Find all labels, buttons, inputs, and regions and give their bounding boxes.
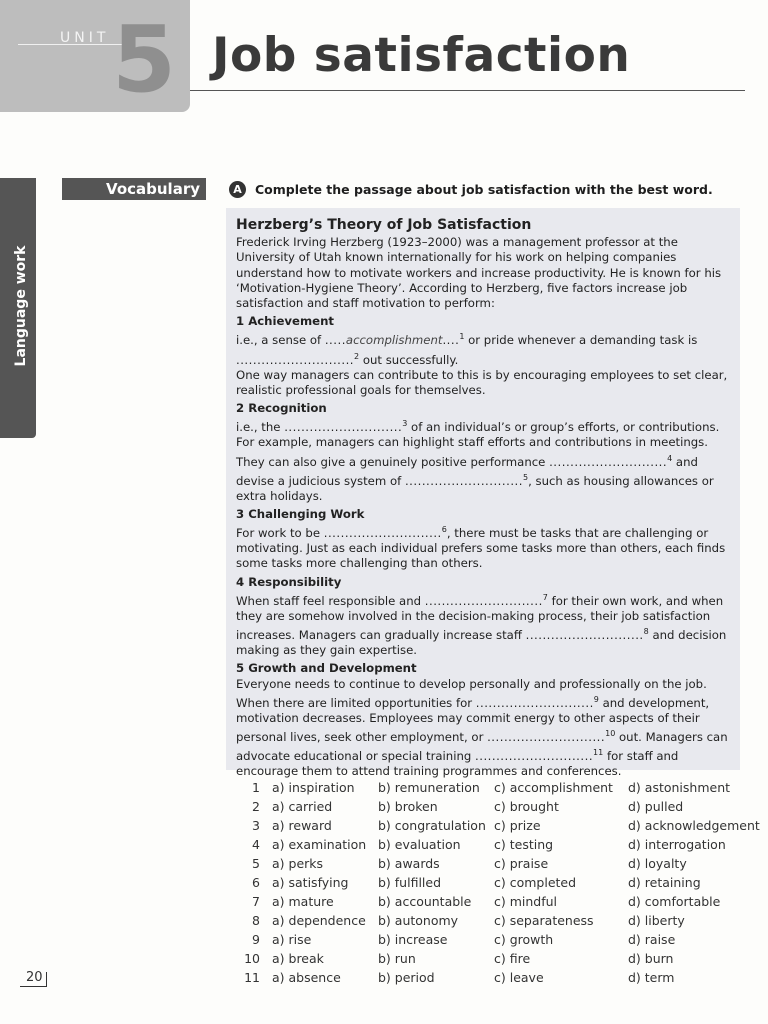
- option-d: d) acknowledgement: [628, 818, 760, 833]
- option-b: b) period: [378, 970, 435, 985]
- option-b: b) congratulation: [378, 818, 486, 833]
- blank-9: ............................: [475, 695, 594, 710]
- option-c: c) mindful: [494, 894, 558, 909]
- option-c: c) separateness: [494, 913, 594, 928]
- side-tab: [0, 178, 36, 438]
- option-a: a) perks: [272, 856, 324, 871]
- option-number: 4: [252, 837, 260, 852]
- page-number: 20: [26, 970, 43, 985]
- option-c: c) praise: [494, 856, 549, 871]
- heading-achievement: 1 Achievement: [236, 314, 334, 329]
- option-a: a) break: [272, 951, 324, 966]
- option-a: a) satisfying: [272, 875, 349, 890]
- option-number: 9: [252, 932, 260, 947]
- blank-10: ............................: [487, 730, 606, 744]
- option-a: a) dependence: [272, 913, 366, 928]
- paragraph-growth: Everyone needs to continue to develop personally and professionally on the job. When there are limited opportunities for ............................$^9$ and development, motivation decreases. Employees may commit energy to other aspects of their personal lives, seek other employment, or ............................$^{10}$ out. Managers can advocate educational or special training ............................$^{11}$ for staff and encourage them to attend training programmes and conferences.: [236, 676, 728, 779]
- option-c: c) fire: [494, 951, 531, 966]
- option-c: c) leave: [494, 970, 544, 985]
- option-a: a) mature: [272, 894, 334, 909]
- option-d: d) comfortable: [628, 894, 721, 909]
- blank-1-post: ....: [442, 333, 460, 348]
- option-a: a) inspiration: [272, 780, 355, 795]
- heading-growth: 5 Growth and Development: [236, 661, 417, 676]
- page-title: Job satisfaction: [212, 28, 631, 83]
- passage-box: [226, 208, 740, 779]
- option-b: b) autonomy: [378, 913, 459, 928]
- option-c: c) growth: [494, 932, 554, 947]
- blank-1-pre: .....: [324, 333, 346, 348]
- option-a: a) examination: [272, 837, 367, 852]
- section-label: Vocabulary: [62, 178, 206, 200]
- option-number: 11: [244, 970, 260, 985]
- option-d: d) raise: [628, 932, 676, 947]
- exercise-instruction: Complete the passage about job satisfaction with the best word.: [255, 182, 713, 197]
- option-number: 3: [252, 818, 260, 833]
- option-b: b) awards: [378, 856, 440, 871]
- option-a: a) carried: [272, 799, 333, 814]
- option-number: 8: [252, 913, 260, 928]
- option-number: 7: [252, 894, 260, 909]
- blank-2: ............................: [236, 352, 355, 367]
- option-b: b) run: [378, 951, 416, 966]
- option-d: d) burn: [628, 951, 674, 966]
- page-number-rule: [20, 986, 46, 987]
- option-a: a) reward: [272, 818, 332, 833]
- title-rule: [190, 90, 745, 91]
- option-b: b) accountable: [378, 894, 472, 909]
- option-b: b) evaluation: [378, 837, 461, 852]
- option-d: d) liberty: [628, 913, 685, 928]
- blank-8: ............................: [525, 628, 644, 642]
- paragraph-recognition: i.e., the ............................$^3$ of an individual’s or group’s efforts, or contributions. For example, managers can highlight staff efforts and contributions in meetings. They can also give a genuinely positive performance ............................$^4$ and devise a judicious system of ............................$^5$, such as housing allowances or extra holidays.: [236, 419, 720, 503]
- option-number: 1: [252, 780, 260, 795]
- side-tab-label: Language work: [13, 245, 29, 367]
- option-d: d) astonishment: [628, 780, 731, 795]
- option-d: d) term: [628, 970, 675, 985]
- option-number: 6: [252, 875, 260, 890]
- answer-1: accomplishment: [345, 333, 443, 348]
- option-d: d) loyalty: [628, 856, 687, 871]
- option-a: a) rise: [272, 932, 312, 947]
- blank-4: ............................: [549, 454, 668, 469]
- option-number: 5: [252, 856, 260, 871]
- option-b: b) fulfilled: [378, 875, 442, 890]
- blank-3: ............................: [284, 420, 403, 435]
- option-a: a) absence: [272, 970, 341, 985]
- blank-11: ............................: [475, 749, 594, 764]
- option-c: c) completed: [494, 875, 577, 890]
- blank-7: ............................: [424, 593, 543, 608]
- unit-header-box: [0, 0, 190, 112]
- option-b: b) remuneration: [378, 780, 480, 795]
- blank-5: ............................: [404, 473, 523, 488]
- paragraph-challenging-work: For work to be ............................$^6$, there must be tasks that are challenging or motivating. Just as each individual prefers some tasks more than others, each finds some tasks more challenging than others.: [236, 525, 726, 571]
- exercise-badge: A: [229, 181, 246, 198]
- option-number: 2: [252, 799, 260, 814]
- page-number-bar: [46, 972, 47, 987]
- passage-intro: Frederick Irving Herzberg (1923–2000) was a management professor at the University of Utah known internationally for his work on helping companies understand how to motivate workers and increase productivity. He is known for his ‘Motivation-Hygiene Theory’. According to Herzberg, five factors increase job satisfaction and staff motivation to perform:: [236, 235, 722, 311]
- unit-label: UNIT: [60, 30, 110, 46]
- option-d: d) retaining: [628, 875, 701, 890]
- paragraph-responsibility: When staff feel responsible and ............................$^7$ for their own work, and when they are somehow involved in the decision-making process, their job satisfaction increases. Managers can gradually increase staff ............................$^8$ and decision making as they gain expertise.: [236, 592, 727, 658]
- option-d: d) interrogation: [628, 837, 726, 852]
- heading-challenging-work: 3 Challenging Work: [236, 506, 365, 521]
- unit-number: 5: [112, 6, 177, 113]
- passage-title: Herzberg’s Theory of Job Satisfaction: [236, 217, 532, 233]
- option-number: 10: [244, 951, 260, 966]
- option-d: d) pulled: [628, 799, 684, 814]
- heading-recognition: 2 Recognition: [236, 401, 327, 416]
- paragraph-achievement: i.e., a sense of .....accomplishment....$^1$ or pride whenever a demanding task is ............................$^2$ out successfully. One way managers can contribute to this is by encouraging employees to set clear, realistic professional goals for themselves.: [236, 332, 728, 397]
- heading-responsibility: 4 Responsibility: [236, 574, 342, 589]
- option-c: c) prize: [494, 818, 541, 833]
- blank-6: ............................: [323, 526, 442, 540]
- option-c: c) accomplishment: [494, 780, 613, 795]
- option-c: c) testing: [494, 837, 554, 852]
- option-c: c) brought: [494, 799, 559, 814]
- option-b: b) broken: [378, 799, 438, 814]
- option-b: b) increase: [378, 932, 448, 947]
